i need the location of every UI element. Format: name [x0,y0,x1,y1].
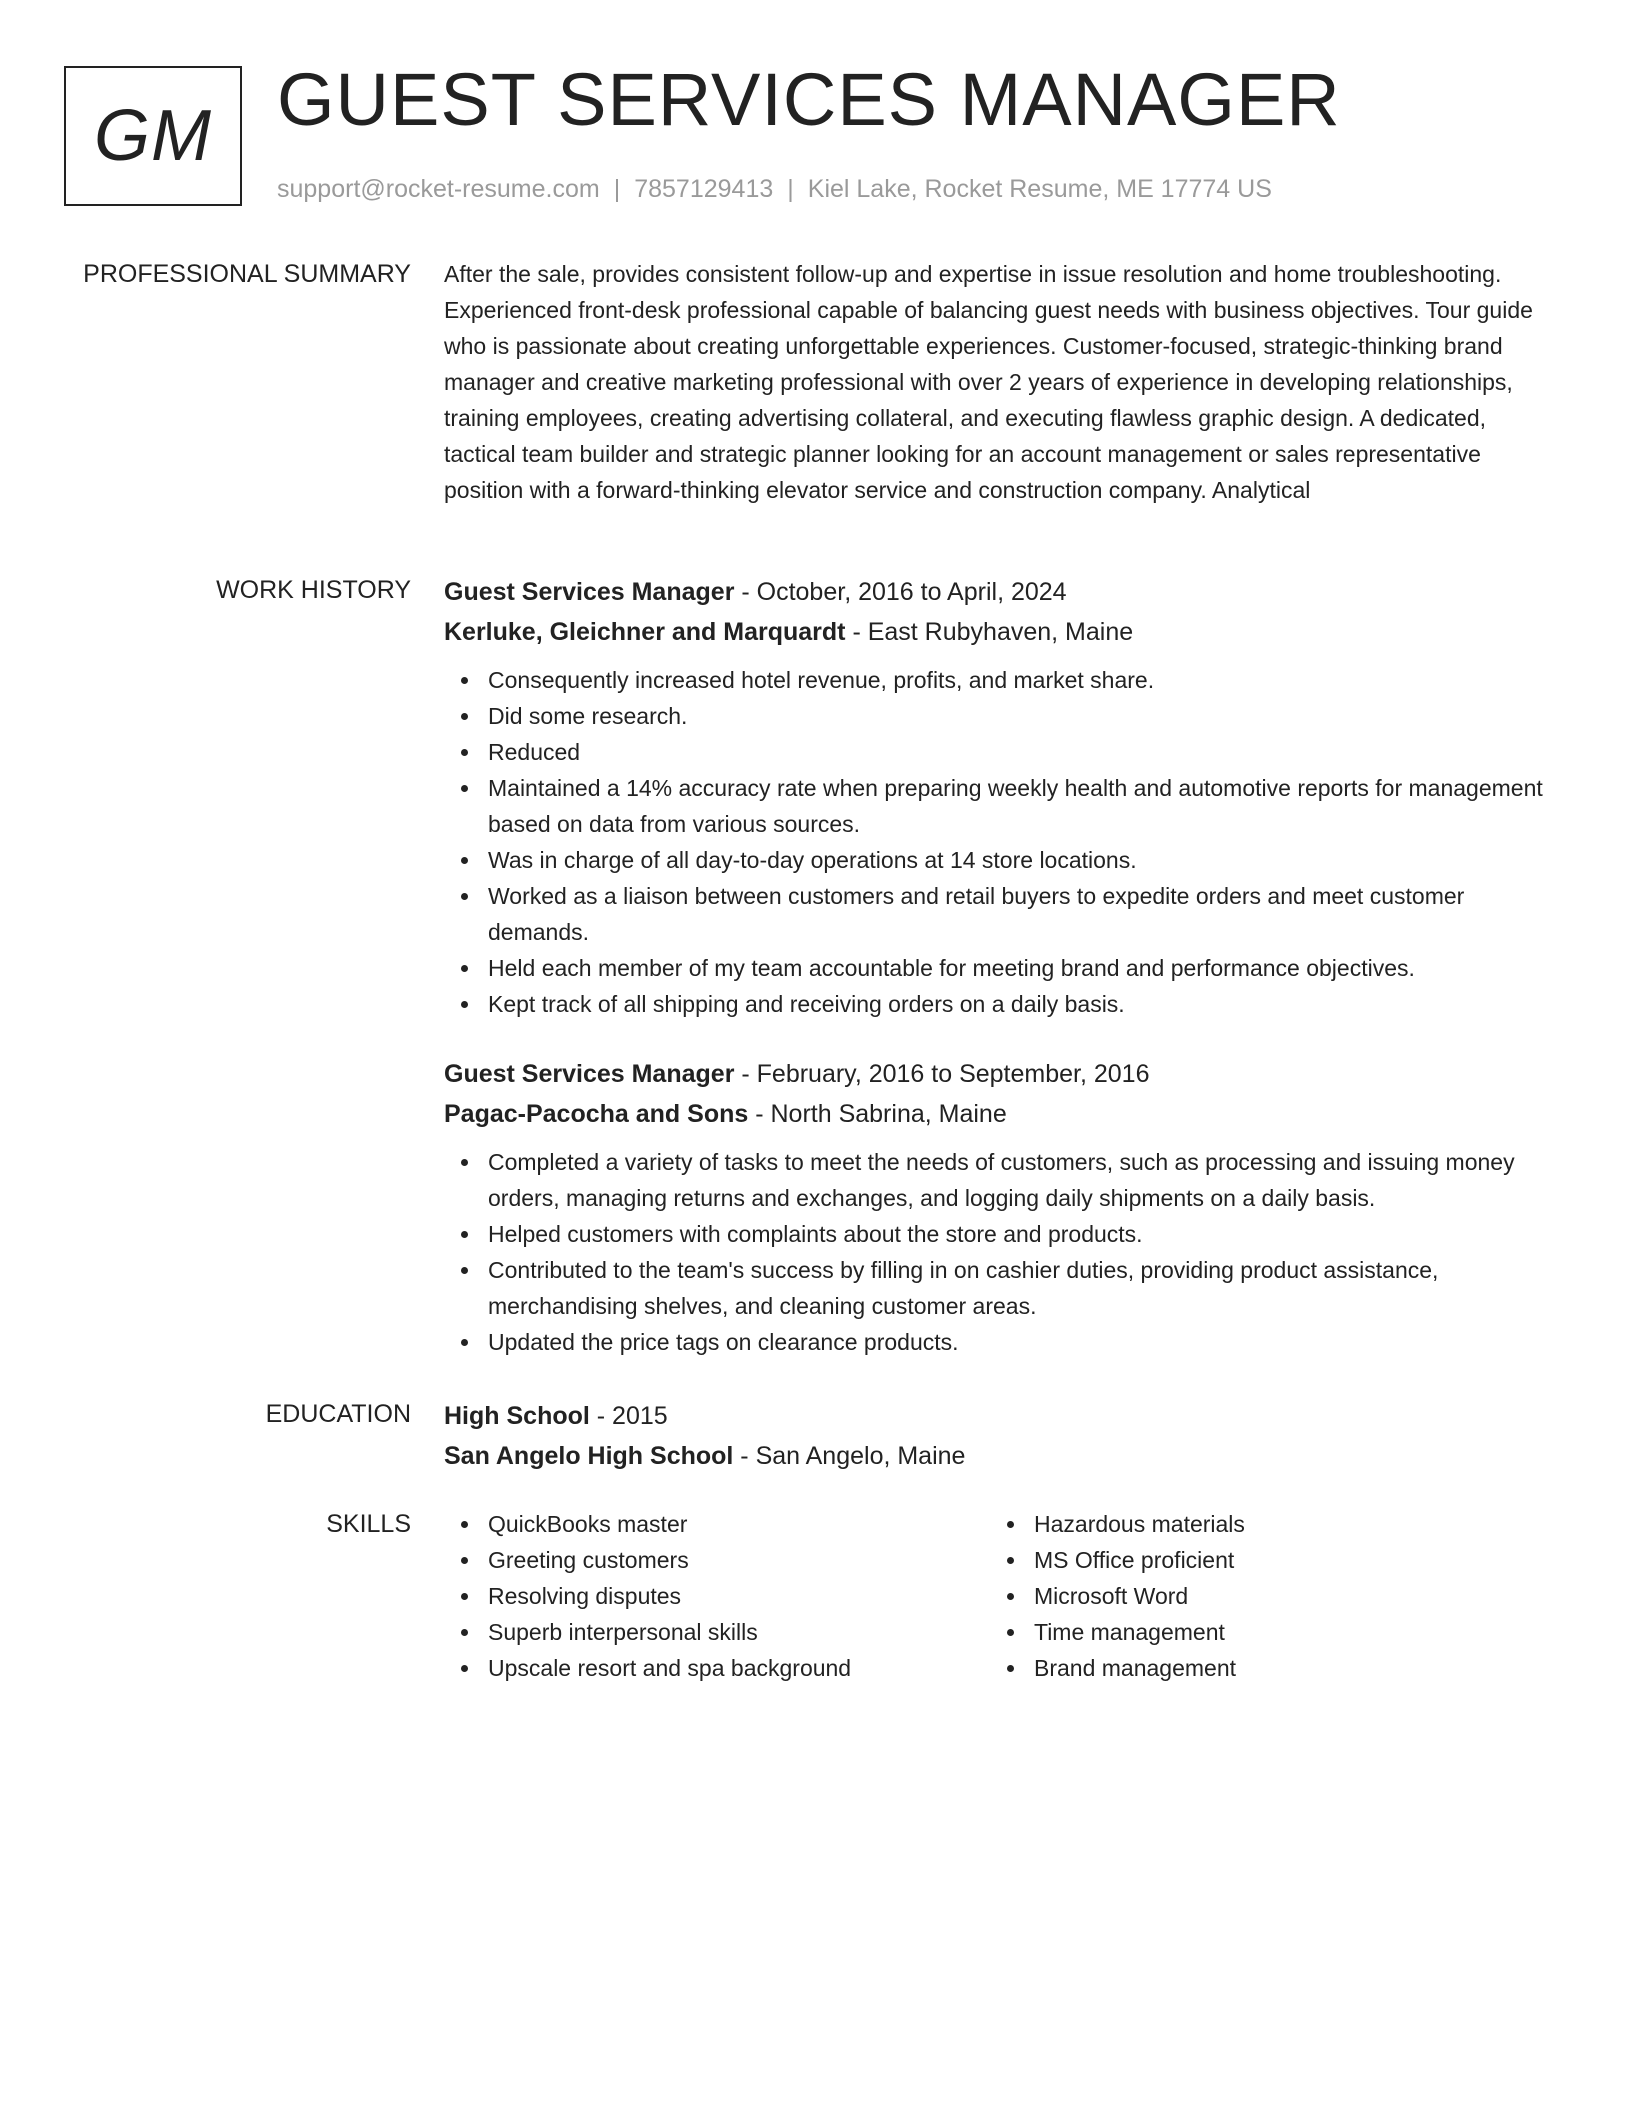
skill-item: MS Office proficient [1034,1542,1536,1578]
job-company-line [444,612,1562,652]
skill-item: Time management [1034,1614,1536,1650]
section-heading-work-history: WORK HISTORY [216,576,411,604]
job-bullet: Held each member of my team accountable for meeting brand and performance objectives. [488,950,1562,986]
job-bullet: Reduced [488,734,1562,770]
contact-separator: | [787,175,794,203]
job-title-line [444,572,1562,612]
skills-list [990,1506,1536,1686]
skill-item: Brand management [1034,1650,1536,1686]
contact-line [277,172,1272,206]
education-school-line [444,1436,1562,1476]
job-bullet: Maintained a 14% accuracy rate when preparing weekly health and automotive reports for management based on data from various sources. [488,770,1562,842]
job-company: Kerluke, Gleichner and Marquardt [444,618,846,646]
job-entry [444,572,1562,1022]
monogram-box [64,66,242,206]
education-degree-line [444,1396,1562,1436]
monogram-initials: GM [94,96,212,176]
section-heading-summary: PROFESSIONAL SUMMARY [83,260,411,288]
skill-item: Upscale resort and spa background [488,1650,990,1686]
job-bullet: Updated the price tags on clearance products. [488,1324,1562,1360]
contact-address: Kiel Lake, Rocket Resume, ME 17774 US [807,175,1272,203]
job-bullet: Helped customers with complaints about the store and products. [488,1216,1562,1252]
job-location: - East Rubyhaven, Maine [845,618,1134,646]
education-school: San Angelo High School [444,1442,734,1470]
contact-phone: 7857129413 [634,175,774,203]
job-dates: - October, 2016 to April, 2024 [734,578,1067,606]
job-bullet: Worked as a liaison between customers and retail buyers to expedite orders and meet customer demands. [488,878,1562,950]
job-title-line [444,1054,1562,1094]
section-heading-skills: SKILLS [326,1510,411,1538]
job-bullet: Contributed to the team's success by filling in on cashier duties, providing product assistance, merchandising shelves, and cleaning customer areas. [488,1252,1562,1324]
education-body [444,1396,1562,1476]
work-history-body [444,572,1562,1360]
section-heading-education: EDUCATION [265,1400,411,1428]
skills-column-left [444,1506,990,1686]
job-bullet: Kept track of all shipping and receiving orders on a daily basis. [488,986,1562,1022]
job-entry [444,1054,1562,1360]
skills-list [444,1506,990,1686]
job-bullet-list [444,662,1562,1022]
skill-item: Greeting customers [488,1542,990,1578]
skill-item: Resolving disputes [488,1578,990,1614]
job-bullet: Completed a variety of tasks to meet the needs of customers, such as processing and issuing money orders, managing returns and exchanges, and logging daily shipments on a daily basis. [488,1144,1562,1216]
skill-item: Hazardous materials [1034,1506,1536,1542]
skills-column-right [990,1506,1536,1686]
contact-separator: | [613,175,621,203]
job-bullet: Did some research. [488,698,1562,734]
skill-item: QuickBooks master [488,1506,990,1542]
job-company-line [444,1094,1562,1134]
summary-body [444,256,1562,508]
job-bullet-list [444,1144,1562,1360]
resume-title: GUEST SERVICES MANAGER [277,58,1341,141]
education-degree: High School [444,1402,590,1430]
job-title: Guest Services Manager [444,578,735,606]
education-location: - San Angelo, Maine [733,1442,966,1470]
summary-text: After the sale, provides consistent follow-up and expertise in issue resolution and home troubleshooting. Experienced front-desk professional capable of balancing guest needs with business objectives. Tour guide who is passionate about creating unforgettable experiences. Customer-focused, strategic-thinking brand manager and creative marketing professional with over 2 years of experience in developing relationships, training employees, creating advertising collateral, and executing flawless graphic design. A dedicated, tactical team builder and strategic planner looking for an account management or sales representative position with a forward-thinking elevator service and construction company. Analytical [444,261,1533,503]
job-dates: - February, 2016 to September, 2016 [734,1060,1150,1088]
skills-body [444,1506,1562,1686]
job-bullet: Was in charge of all day-to-day operations at 14 store locations. [488,842,1562,878]
education-year: - 2015 [589,1402,668,1430]
skill-item: Microsoft Word [1034,1578,1536,1614]
skills-columns [444,1506,1562,1686]
contact-email: support@rocket-resume.com [277,175,600,203]
job-bullet: Consequently increased hotel revenue, profits, and market share. [488,662,1562,698]
job-location: - North Sabrina, Maine [748,1100,1007,1128]
job-company: Pagac-Pacocha and Sons [444,1100,749,1128]
job-title: Guest Services Manager [444,1060,735,1088]
skill-item: Superb interpersonal skills [488,1614,990,1650]
